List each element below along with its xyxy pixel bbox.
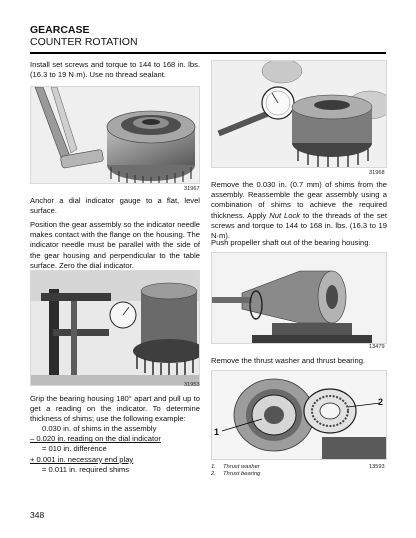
remove-shims-text <box>211 180 387 241</box>
nut-lock-term: Nut Lock <box>269 210 301 220</box>
page-number: 348 <box>30 510 45 520</box>
figure-legend <box>211 464 260 478</box>
calc-line: 0.030 in. of shims in the assembly <box>42 424 157 433</box>
shim-calculation <box>30 424 161 475</box>
figure-thrust-bearing <box>211 370 387 460</box>
figure-dial-indicator-setup <box>30 270 200 386</box>
figure-gear-torque <box>30 86 200 184</box>
figure-propeller-shaft-press <box>211 252 387 344</box>
figure-number: 13479 <box>369 344 385 350</box>
header-rule <box>30 52 386 54</box>
push-shaft-text: Push propeller shaft out of the bearing housing. <box>211 238 371 247</box>
shaft-press-illustration <box>212 253 387 344</box>
legend-text: Thrust bearing <box>223 471 261 477</box>
figure-number: 31953 <box>184 382 200 388</box>
dial-on-gear-illustration <box>212 61 387 168</box>
calc-line: = 010 in. difference <box>42 444 107 454</box>
gear-torque-illustration <box>31 87 200 184</box>
grip-bearing-text: Grip the bearing housing 180° apart and pull up to get a reading on the indicator. To determine thickness of shims; use the following example: <box>30 394 200 424</box>
remove-shims-text-a: Remove the 0.030 in. (0.7 mm) of shims from the assembly. Reassemble the gear assembly using a combination of shims to achieve the required thickness. Apply <box>211 180 387 220</box>
legend-item <box>211 464 260 471</box>
section-title: GEARCASE <box>30 24 90 36</box>
dial-setup-illustration <box>31 271 200 386</box>
install-set-screws-text: Install set screws and torque to 144 to 168 in. lbs. (16.3 to 19 N·m). Use no thread sealant. <box>30 60 200 80</box>
position-gear-text: Position the gear assembly so the indicator needle makes contact with the flange on the housing. The indicator needle must be parallel with the side of the gear housing and perpendicular to the table surface. Zero the dial indicator. <box>30 220 200 270</box>
figure-number: 31968 <box>369 170 385 176</box>
thrust-bearing-illustration <box>212 371 387 460</box>
figure-dial-on-gear <box>211 60 387 168</box>
legend-text: Thrust washer <box>223 464 260 470</box>
figure-number: 13593 <box>369 464 385 470</box>
callout-1: 1 <box>214 427 220 437</box>
legend-num: 2. <box>211 471 216 477</box>
remove-shims-text-b: to the threads of the set screws and torque to 144 to 168 in. lbs. (16.3 to 19 N·m). <box>211 210 388 241</box>
figure-number: 31967 <box>184 186 200 192</box>
calc-line: + 0.001 in. necessary end play <box>30 454 134 464</box>
callout-2: 2 <box>378 397 384 407</box>
section-subtitle: COUNTER ROTATION <box>30 36 138 48</box>
calc-line: – 0.020 in. reading on the dial indicator <box>30 434 161 444</box>
calc-line: = 0.011 in. required shims <box>42 464 130 474</box>
page-header <box>30 24 386 48</box>
anchor-dial-text: Anchor a dial indicator gauge to a flat, level surface. <box>30 196 200 216</box>
remove-thrust-text: Remove the thrust washer and thrust bearing. <box>211 356 366 365</box>
legend-item <box>211 471 260 478</box>
legend-num: 1. <box>211 464 216 470</box>
